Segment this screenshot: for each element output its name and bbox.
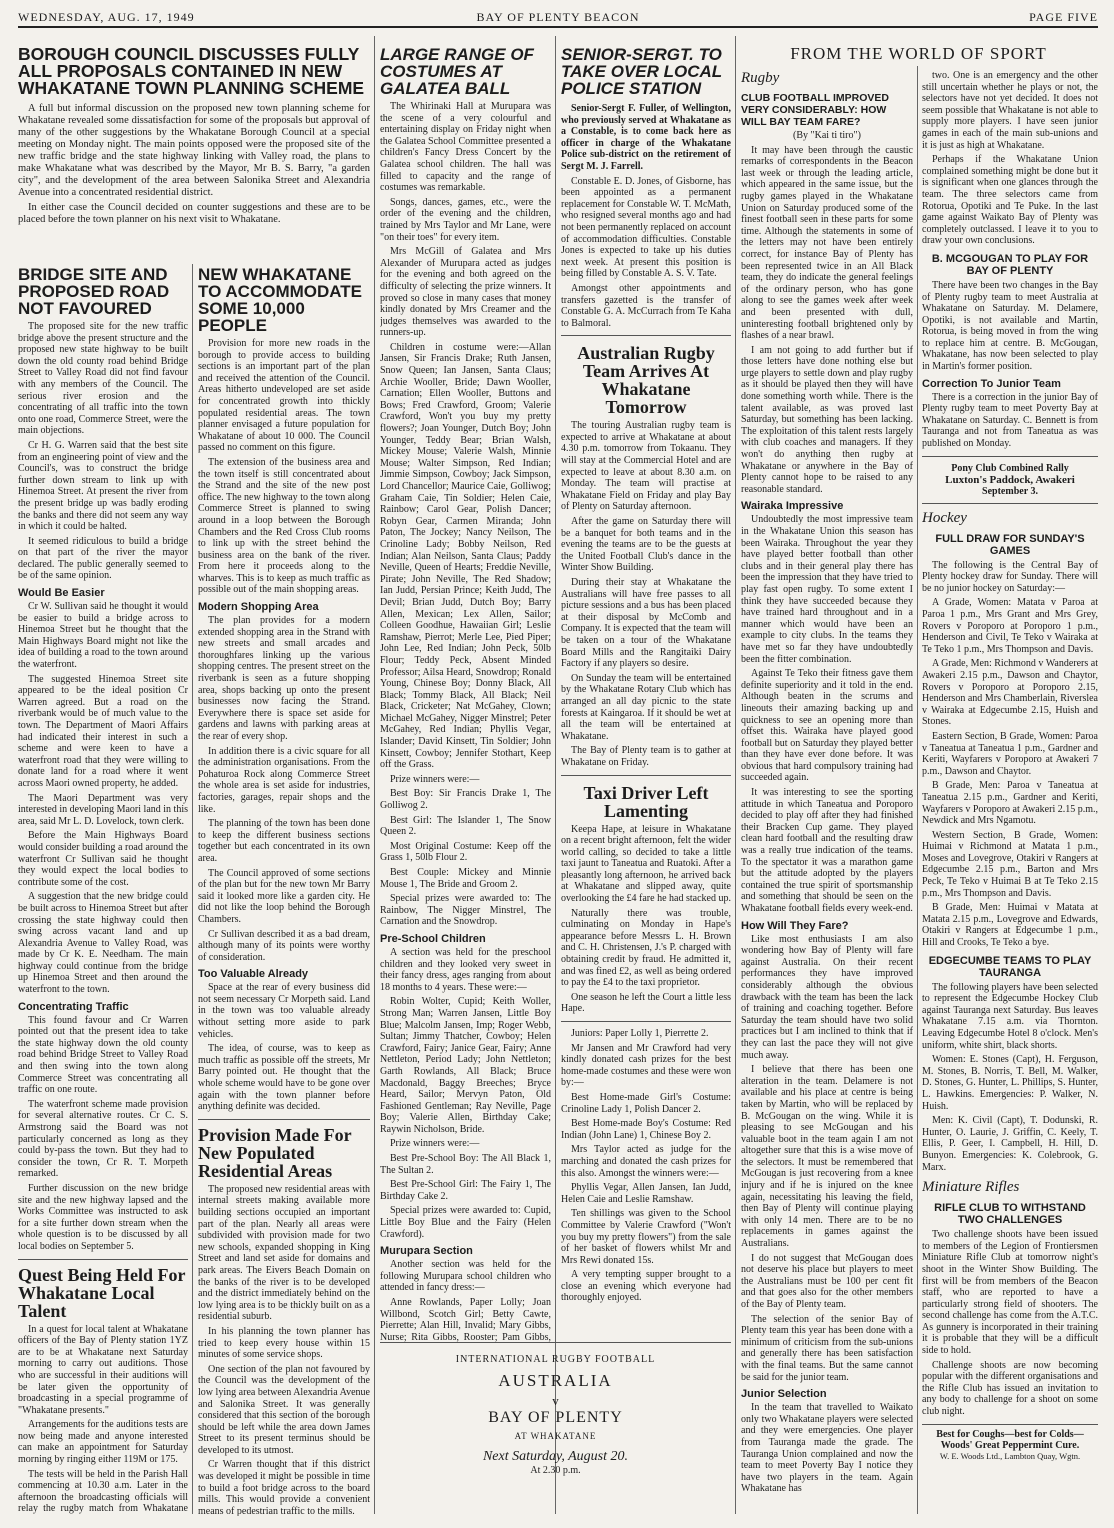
paragraph: It seemed ridiculous to build a bridge on that part of the river the mayor declared. The public generally seemed to be of the same opinion. [18,535,188,582]
notice-line: Luxton's Paddock, Awakeri [945,473,1075,486]
divider [922,503,1098,504]
paragraph: Another section was held for the following Murupara school children who attended in fancy dress:— [380,1259,551,1294]
paragraph: In his planning the town planner has tried to keep every house within 15 minutes of some service shops. [198,1325,370,1361]
paragraph: Keepa Hape, at leisure in Whakatane on a recent bright afternoon, felt the wider world calling, so decided to take a little taxi jaunt to Taneatua and Ruatoki. After a pleasantly long afternoon, he arrived back at Whakatane and slipped away, quite overlooking the £4 fare he had stacked up. [561,823,731,905]
paragraph: In a quest for local talent at Whakatane officers of the Bay of Plenty station 1YZ are to be at Whakatane next Saturday morning to carry out auditions. Those who are successful in their auditions will be later given the opportunity of broadcasting in a special programme of "Whakatane presents." [18,1323,188,1416]
headline-hockey-draw: FULL DRAW FOR SUNDAY'S GAMES [935,532,1085,557]
issue-date: WEDNESDAY, AUG. 17, 1949 [18,10,195,24]
column-rule [735,36,736,1514]
paragraph: Men: K. Civil (Capt), T. Dodunski, R. Hunter, O. Laurie, J. Griffin, C. Keely, T. Ellis, P. Geer, I. Campbell, H. Hill, D. Bunyon. Emergencies: K. Colebrook, G. Marx. [922,1115,1098,1173]
divider [922,456,1098,457]
paragraph: Cr W. Sullivan said he thought it would be easier to build a bridge across to Hinemoa Street but he thought that the Main Highways Board might not like the idea of building a road to the town around the waterfront. [18,601,188,671]
paragraph: Perhaps if the Whakatane Union complained something might be done but it is significant when one glances through the team. The three selectors came from Rotorua, Opotiki and Te Puke. In the last game against Waikato Bay of Plenty was completely outclassed. I leave it to you to draw your own conclusions. [922,154,1098,247]
paragraph: Mrs Taylor acted as judge for the marching and donated the cash prizes for this also. Amongst the winners were:— [561,1144,731,1179]
paragraph: The proposed site for the new traffic bridge above the present structure and the proposed new state highway to be built down the old county road behind Bridge Street to Valley Road did not find favour with any members of the Council. The serious river erosion and the concentrating of all traffic into the town onto one road, Commerce Street, were the main objections. [18,321,188,437]
page-number: PAGE FIVE [1029,10,1098,24]
paragraph: Cr H. G. Warren said that the best site from an engineering point of view and the Council's, was to construct the bridge further down stream to link up with Hinemoa Street. At present the river from the present bridge up was badly eroding the banks and there did not seem any way in which it could be halted. [18,439,188,533]
paragraph: Best Girl: The Islander 1, The Snow Queen 2. [380,814,551,838]
ad-line: AUSTRALIA [498,1371,613,1390]
subheading: Would Be Easier [18,587,105,600]
divider [561,775,731,776]
paragraph: Provision for more new roads in the borough to provide access to building sections is an important part of the plan and received the attention of the Council. Areas hitherto undeveloped are set aside for concentrated growth into thickly populated residential areas. The town planner envisaged a future population for Whakatane of about 10 000. The Council passed no comment on this figure. [198,338,370,454]
paragraph: It may have been through the caustic remarks of correspondents in the Beacon last week or through the leading article, which appeared in the same issue, but the rugby games played in the Whakatane Union on Saturday produced some of the finest football seen in these parts for some time. Although the statements in some of the letters may not have been entirely correct, for instance Bay of Plenty has been represented twice in an All Black team, they do indicate the general feelings of the ordinary person, who has gone along to see the games week after week and been presented with dull, uninteresting football brightened only by flashes of a near brawl. [741,144,913,342]
paragraph: A Grade, Men: Richmond v Wanderers at Awakeri 2.15 p.m., Dawson and Chaytor, Rovers v Poroporo at Poroporo 2.15, Henderson and Mrs Chamberlain, Riverslea v Wairaka at Edgecumbe 2.15, Huish and Stones. [922,658,1098,728]
paragraph: During their stay at Whakatane the Australians will have free passes to all picture sessions and a bus has been placed at their disposal by McComb and Company. It is expected that the team will be taken on a tour of the Whakatane Board Mills and the Rangitaiki Dairy Factory if any players so desire. [561,577,731,670]
paragraph: B Grade, Men: Paroa v Taneatua at Taneatua 2.15 p.m., Gardner and Keriti, Wayfarers v Poroporo at Awakeri 2.15 p.m., Newdick and Mrs Ngamotu. [922,780,1098,827]
byline: (By "Kai ti tiro") [793,130,861,141]
headline-police: SENIOR-SERGT. TO TAKE OVER LOCAL POLICE STATION [561,46,722,98]
paragraph: Phyllis Vegar, Allen Jansen, Ian Judd, Helen Caie and Leslie Ramshaw. [561,1182,731,1205]
paragraph: Naturally there was trouble, culminating on Monday in Hape's appearance before Messrs L. H. Brown and C. H. Christensen, J.'s P. charged with obtaining credit by fraud. He admitted it, and was fined £2, as well as being ordered to pay the £4 to the taxi proprietor. [561,907,731,989]
column-rule [374,36,375,1514]
paragraph: I believe that there has been one alteration in the team. Delamere is not available and his place at centre is being taken by Martin, who will be replaced by B. McGougan on the wing. While it is pleasing to see McGougan and his valuable boot in the team again I am not altogether sure that this is a wise move of the selectors. It must be remembered that McGougan is just recovering from a knee injury and if he is injured on the knee again, necessitating his leaving the field, then Bay of Plenty will continue playing with only 14 men. There are to be no replacements in games against the Australians. [741,1064,913,1250]
lead-headline: BOROUGH COUNCIL DISCUSSES FULLY ALL PROPOSALS CONTAINED IN NEW WHAKATANE TOWN PLANNING SCHEME [18,44,365,98]
paragraph: Best Pre-School Girl: The Fairy 1, The Birthday Cake 2. [380,1179,551,1202]
headline-bridge: BRIDGE SITE AND PROPOSED ROAD NOT FAVOURED [18,266,170,318]
paragraph: Amongst other appointments and transfers gazetted is the transfer of Constable G. A. McCurrach from Te Kaha to Balmoral. [561,282,731,329]
divider [198,1119,370,1120]
paragraph: The selection of the senior Bay of Plenty team this year has been done with a minimum of criticism from the sub-unions and generally there has been satisfaction with the final teams. But the same cannot be said for the junior team. [741,1313,913,1383]
subheading: Murupara Section [380,1245,473,1258]
paragraph: It was interesting to see the sporting attitude in which Taneatua and Poroporo decided to play off after they had finished their Bracken Cup game. They played clean hard football and the resulting draw was a really true indication of the teams. To the spectator it was a marathon game but the attitude adopted by the players contained the true spirit of sportsmanship and something that should be seen on the Whakatane football fields every week-end. [741,787,913,914]
paragraph: Anne Rowlands, Paper Lolly; Joan Willbond, Scotch Girl; Betty Cawte, Pierrette; Alan Hill, Invalid; Mary Gibbs, Nurse; Rita Gibbs, Rooster; Pam Gibbs, [380,1297,551,1342]
ad-line: BAY OF PLENTY [488,1409,623,1426]
paragraph: The suggested Hinemoa Street site appeared to be the ideal position Cr Warren agreed. But a road on the riverbank would be of much value to the town. The Department of Maori Affairs had indicated their interest in such a scheme and were keen to have a waterfront road that they were willing to donate land for a road where it went across Maori owned property, he added. [18,673,188,789]
headline-provision: Provision Made For New Populated Residential Areas [198,1124,352,1181]
headline-new-whakatane: NEW WHAKATANE TO ACCOMMODATE SOME 10,000 PEOPLE [198,266,363,335]
paragraph: Juniors: Paper Lolly 1, Pierrette 2. [571,1028,709,1039]
subheading: Too Valuable Already [198,968,309,981]
ad-line: Best for Coughs—best for Colds— [936,1428,1084,1440]
paragraph: The Council approved of some sections of the plan but for the new town Mr Barry said it looked more like a garden city. He did not like the loop behind the Borough Chambers. [198,867,370,925]
peppermint-cure-ad [922,1424,1098,1461]
rugby-advertisement [380,1354,731,1476]
pony-club-notice [922,463,1098,497]
paragraph: Mrs McGill of Galatea and Mrs Alexander of Murupara acted as judges for the evening and both agreed on the difficulty of selecting the prize winners. It proved so close in many cases that money kindly donated by Mrs Creamer and the judges themselves was awarded to the runners-up. [380,246,551,339]
notice-line: Pony Club Combined Rally [951,462,1069,474]
sports-banner-title: FROM THE WORLD OF SPORT [790,44,1047,63]
paragraph: The following is the Central Bay of Plenty hockey draw for Sunday. There will be no junior hockey on Saturday:— [922,559,1098,594]
paragraph: A suggestion that the new bridge could be built across to Hinemoa Street but after crossing the state highway could then swing across vacant land and up Alexandria Avenue to Valley Road, was made by Cr K. E. Needham. The main highway could continue from the bridge up Hinemoa Street and then around the waterfront to the town. [18,891,188,996]
paragraph: There is a correction in the junior Bay of Plenty rugby team to meet Poverty Bay at Whakatane on Saturday. C. Bennett is from Tauranga and not from Taneatua as was published on Monday. [922,391,1098,450]
column-rule [192,264,193,1514]
subheading: Wairaka Impressive [741,500,844,513]
paragraph: The Bay of Plenty team is to gather at Whakatane on Friday. [561,745,731,768]
notice-line: September 3. [982,485,1038,497]
paragraph: Best Home-made Boy's Costume: Red Indian (John Lane) 1, Chinese Boy 2. [561,1118,731,1141]
divider [380,1342,731,1343]
paragraph: This found favour and Cr Warren pointed out that the present idea to take the state highway down the old county road behind Bridge Street to Valley Road and then swing into the town along Commerce Street was concentrating all traffic on one route. [18,1014,188,1096]
ad-line: v [552,1393,559,1408]
paragraph: The plan provides for a modern extended shopping area in the Strand with new streets and small arcades and thoroughfares linking up the various shopping centres. The present street on the riverbank is seen as a future shopping area, shops backing up onto the present businesses now facing the Strand. Everywhere there is space set aside for gardens and lawns with parking areas at the rear of every shop. [198,615,370,742]
paragraph: In addition there is a civic square for all the administration organisations. From the Pohaturoa Rock along Commerce Street the whole area is set aside for industries, factories, garages, repair shops and the like. [198,745,370,815]
column-rule [555,36,556,1514]
paragraph: Challenge shoots are now becoming popular with the different organisations and the Rifle Club has issued an invitation to any body to challenge for a shoot on some club night. [922,1359,1098,1418]
column-rule [917,66,918,1514]
paragraph: A section was held for the preschool children and they looked very sweet in their fancy dress, ages ranging from about 18 months to 4 years. These were:— [380,946,551,993]
newspaper-name: BAY OF PLENTY BEACON [476,10,640,24]
paragraph: Western Section, B Grade, Women: Huimai v Richmond at Matata 1 p.m., Moses and Lovegrove, Otakiri v Rangers at Edgecumbe 2.15 p.m., Barton and Mrs Peck, Te Teko v Huimai B at Te Teko 2.15 p.m., Mrs Thompson and Davis. [922,829,1098,899]
column-6 [922,70,1098,1516]
paragraph: One season he left the Court a little less Hape. [561,991,731,1015]
headline-costumes: LARGE RANGE OF COSTUMES AT GALATEA BALL [380,46,534,98]
ad-line: At 2.30 p.m. [530,1465,581,1476]
paragraph: Before the Main Highways Board would consider building a road around the waterfront Cr Sullivan said he thought they would expect the local bodies to contribute some of the cost. [18,830,188,888]
paragraph: Best Pre-School Boy: The All Black 1, The Sultan 2. [380,1153,551,1176]
ad-line: AT WHAKATANE [514,1431,597,1441]
paragraph: The planning of the town has been done to keep the different business sections together but each concentrated in its own area. [198,818,370,864]
paragraph: Arrangements for the auditions tests are now being made and anyone interested can make an appointment for Saturday morning by ringing either 119M or 175. [18,1419,188,1466]
paragraph: I do not suggest that McGougan does not deserve his place but players to meet the Australians must be 100 per cent fit and that goes also for the other members of the Bay of Plenty team. [741,1252,913,1310]
sports-banner [741,44,1096,64]
lead-paragraph: In either case the Council decided on counter suggestions and these are to be placed before the town planner on his next visit to Whakatane. [18,202,370,225]
paragraph: Most Original Costume: Keep off the Grass 1, 50lb Flour 2. [380,840,551,864]
headline-quest: Quest Being Held For Whakatane Local Talent [18,1264,186,1321]
paragraph: Space at the rear of every business did not seem necessary Cr Morpeth said. Land in the town was too valuable already without setting more aside to park vehicles. [198,982,370,1040]
paragraph: Women: E. Stones (Capt), H. Ferguson, M. Stones, B. Norris, T. Bell, M. Walker, D. Stones, G. Hunter, L. Phillips, S. Hunter, L. Hawkins. Emergencies: P. Walker, N. Huish. [922,1054,1098,1112]
divider [561,335,731,336]
paragraph: A very tempting supper brought to a close an evening which everyone had thoroughly enjoyed. [561,1269,731,1304]
paragraph: Further discussion on the new bridge site and the new highway lapsed and the Works Committee was instructed to ask for a site further down stream when the whole question is to be discussed by all local bodies on September 5. [18,1182,188,1252]
paragraph: The Maori Department was very interested in developing Maori land in this area, said Mr L. D. Lovelock, town clerk. [18,792,188,827]
paragraph: The Whirinaki Hall at Murupara was the scene of a very colourful and entertaining display on Friday night when the Galatea School Committee presented a children's Fancy Dress Concert by the Galatea school children. The hall was filled to capacity and the range of costumes was remarkable. [380,101,551,194]
column-1 [18,266,188,1516]
ad-line: Woods' Great Peppermint Cure. [940,1439,1080,1451]
lead-paragraph: A full but informal discussion on the proposed new town planning scheme for Whakatane revealed some dissatisfaction for some of the proposals but approval of many of the other suggestions by the Whakatane Borough Council at a special meeting on Monday night. The main points opposed were the proposed site of the new traffic bridge and the state highway linking with Valley road, the plans to make Whakatane what was described by the Mayor, Mr B. S. Barry, "a garden city", and the development of the area between Salonika Street and Alexandria Avenue into a concentrated residential district. [18,103,370,198]
column-2 [198,266,370,1516]
column-3 [380,46,551,1342]
divider [18,1259,188,1260]
paragraph: The tests will be held in the Parish Hall commencing at 10.30 a.m. Later in the afternoon the broadcasting officials will relay the rugby match from Whakatane [18,1468,188,1515]
paragraph: The touring Australian rugby team is expected to arrive at Whakatane at about 4.30 p.m. tomorrow from Tokaanu. They will stay at the Commercial Hotel and are expected to leave at about 8.30 a.m. on Monday. The team will practise at Whakatane Field on Friday and play Bay of Plenty on Saturday afternoon. [561,420,731,513]
paragraph: In the team that travelled to Waikato only two Whakatane players were selected and they were emergencies. One player from Tauranga made the grade. The Tauranga Union complained and now the team to meet Poverty Bay I notice they have two players in the team. Again Whakatane has [741,1402,913,1495]
subheading: Pre-School Children [380,932,486,945]
masthead [18,4,1098,28]
headline-rifle-club: RIFLE CLUB TO WITHSTAND TWO CHALLENGES [934,1202,1086,1227]
paragraph: After the game on Saturday there will be a banquet for both teams and in the evening the teams are to be the guests at the United Football Club's dance in the Winter Show Building. [561,516,731,574]
headline-rugby-team: Australian Rugby Team Arrives At Whakatane Tomorrow [577,343,715,418]
paragraph: Against Te Teko their fitness gave them definite superiority and it told in the end. Although beaten in the scrums and lineouts their amazing backing up and quickness to see an opening more than offset this. Wairaka have played good football but on Saturday they played better than they have ever done before. It was obvious that hard compulsory training had succeeded again. [741,668,913,784]
paragraph: The extension of the business area and the town itself is still concentrated about the Strand and the site of the new post office. The new highway to the town along Commerce Street is planned to swing around in a loop between the Borough Chambers and the Red Cross Club rooms to link up with the street behind the business area on the bank of the river. From here it proceeds along to the wharves. This is to keep as much traffic as possible out of the main shopping areas. [198,456,370,596]
subheading: Junior Selection [741,1388,827,1401]
ad-line: W. E. Woods Ltd., Lambton Quay, Wgtn. [939,1450,1081,1461]
paragraph: Robin Wolter, Cupid; Keith Woller, Strong Man; Warren Jansen, Little Boy Blue; Malcolm Jansen, Imp; Roger Webb, Sultan; Jimmy Thatcher, Cowboy; Helen Crawford, Fairy; Janice Gear, Fairy; Anne Nettleton, Period Lady; John Nettleton; Garth Rowlands, All Black; Bruce Macdonald, Baggy Breeches; Bryce Heard, Sailor; Mervyn Paton, Old Fashioned Gentleman; Ray Neville, Page Boy; Valerie Allen, Birthday Cake; Raywin Nicholson, Bride. [380,996,551,1135]
headline-mcgougan: B. MCGOUGAN TO PLAY FOR BAY OF PLENTY [931,252,1089,277]
section-rifles: Miniature Rifles [922,1179,1020,1196]
paragraph: Mr Jansen and Mr Crawford had very kindly donated cash prizes for the best home-made costumes and these were won by:— [561,1042,731,1089]
subheading: How Will They Fare? [741,919,849,932]
lead-article [18,46,370,229]
section-hockey: Hockey [922,509,967,526]
paragraph: The waterfront scheme made provision for several alternative routes. Cr C. S. Armstrong said the Board was not particularly concerned as long as they could by-pass the town. But they had to consider the town, Cr R. T. Morpeth remarked. [18,1098,188,1180]
paragraph: Like most enthusiasts I am also wondering how Bay of Plenty will fare against Australia. On their recent performances they have improved considerably although the obvious drawback with the team has been the lack of training and coaching together. Before Saturday the team should have two solid practices but I am inclined to think that if they can last the pace they will not give much away. [741,933,913,1061]
paragraph: Eastern Section, B Grade, Women: Paroa v Taneatua at Taneatua 1 p.m., Gardner and Keriti, Wayfarers v Poroporo at Awakeri 7 p.m., Dawson and Chaytor. [922,730,1098,777]
paragraph: Prize winners were:— [390,773,480,785]
subheading: Correction To Junior Team [922,377,1061,390]
subheading: Modern Shopping Area [198,601,319,614]
headline-edgecumbe: EDGECUMBE TEAMS TO PLAY TAURANGA [928,954,1092,979]
section-rugby: Rugby [741,70,780,86]
paragraph: A Grade, Women: Matata v Paroa at Paroa 1 p.m., Mrs Grant and Mrs Grey, Rovers v Poroporo at Poroporo 1 p.m., Henderson and Civil, Te Teko v Wairaka at Te Teko 1 p.m., Mrs Thompson and Davis. [922,597,1098,655]
paragraph: The proposed new residential areas with internal streets making available more building sections occupied an important part of the plan. Nearly all areas were subdivided with provision made for two new schools, expanded shopping in King Street and land set aside for domains and park areas. The Eivers Beach Domain on the banks of the river is to be developed and the district immediately behind on the low lying area is to be thickly built on as a residential suburb. [198,1183,370,1323]
paragraph: There have been two changes in the Bay of Plenty rugby team to meet Australia at Whakatane on Saturday. M. Delamere, Opotiki, is not available and Martin, Rotorua, is being moved in from the wing to replace him at centre. B. McGougan, Whakatane, has now been selected to play in Martin's former position. [922,279,1098,373]
paragraph: Best Home-made Girl's Costume: Crinoline Lady 1, Polish Dancer 2. [561,1091,731,1115]
paragraph: Special prizes were awarded to: The Rainbow, The Nigger Minstrel, The Carnation and the Snowdrop. [380,893,551,928]
paragraph: The idea, of course, was to keep as much traffic as possible off the streets, Mr Barry pointed out. He thought that the whole scheme would have to be gone over again with the town planner before anything definite was decided. [198,1043,370,1113]
paragraph: Constable E. D. Jones, of Gisborne, has been appointed as a permanent replacement for Constable W. T. McMath, who resigned several months ago and had not been permanently replaced on account of accommodation difficulties. Constable Jones is expected to take up his duties next week. At present this position is being filled by Constable A. S. V. Tate. [561,175,731,280]
paragraph: One section of the plan not favoured by the Council was the development of the low lying area between Alexandria Avenue and Salonika Street. It was generally considered that this section of the borough should be left while the area down James Street to its present terminus should be developed to its utmost. [198,1363,370,1456]
paragraph: Best Boy: Sir Francis Drake 1, The Golliwog 2. [380,788,551,812]
paragraph: Prize winners were:— [390,1138,480,1150]
ad-line: INTERNATIONAL RUGBY FOOTBALL [455,1354,656,1365]
ad-line: Next Saturday, August 20. [482,1449,629,1464]
paragraph: Best Couple: Mickey and Minnie Mouse 1, The Bride and Groom 2. [380,867,551,890]
subheading: Concentrating Traffic [18,1000,129,1013]
column-5 [741,70,913,1516]
paragraph: Senior-Sergt F. Fuller, of Wellington, who previously served at Whakatane as a Constable, is to come back here as officer in charge of the Whakatane Police sub-district on the retirement of Sergt M. J. Farrell. [561,103,731,172]
paragraph: The following players have been selected to represent the Edgecumbe Hockey Club against Tauranga next Saturday. Bus leaves Whakatane 7.15 a.m. via Thornton. Leaving Edgecumbe Hotel 8 o'clock. Men's uniform, white shirt, black shorts. [922,981,1098,1051]
column-4 [561,46,731,1342]
paragraph: Cr Sullivan described it as a bad dream, although many of its points were worthy of consideration. [198,928,370,963]
headline-taxi: Taxi Driver Left Lamenting [583,782,709,821]
paragraph: B Grade, Men: Huimai v Matata at Matata 2.15 p.m., Lovegrove and Edwards, Otakiri v Rangers at Edgecumbe 1 p.m., Hill and Crooks, Te Teko a bye. [922,902,1098,949]
paragraph: Two challenge shoots have been issued to members of the Legion of Frontiersmen Miniature Rifle Club at tomorrow night's shoot in the Winter Show Building. The first will be from members of the Beacon staff, who are reported to have a particularly strong field of shooters. The second challenge has come from the A.T.C. As gunnery is incorporated in their training it is probable that they will be a difficult side to hold. [922,1229,1098,1357]
paragraph: Cr Warren thought that if this district was developed it might be possible in time to build a foot bridge across to the board mills. This would provide a convenient means of pedestrian traffic to the mills. [198,1459,370,1516]
paragraph: On Sunday the team will be entertained by the Whakatane Rotary Club which has arranged an all day picnic to the state forests at Kaingaroa. If it should be wet at all the team will be entertained at Whakatane. [561,672,731,742]
paragraph: Special prizes were awarded to: Cupid, Little Boy Blue and the Fairy (Helen Crawford). [380,1205,551,1240]
paragraph: I am not going to add further but if those letters have done nothing else but urge players to settle down and play rugby as it should be played then they will have done something worth while. There is the talent available, as was proved last Saturday, but something has been lacking. The exploitation of this talent rests largely with club coaches and managers. If they won't do anything then rugby at Whakatane or anywhere in the Bay of Plenty cannot hope to be raised to any reasonable standard. [741,344,913,495]
paragraph: Children in costume were:—Allan Jansen, Sir Francis Drake; Ruth Jansen, Snow Queen; Ian Jansen, Santa Claus; Archie Wooller, Bride; Dawn Wooller, Carnation; Ellen Wooller, Buttons and Bows; Fred Crawford, Groom; Valerie Crawford, Won't you buy my pretty flowers?; Joan Younger, Dutch Boy; John Younger, Teddy Bear; Brian Walsh, Mickey Mouse; Valerie Walsh, Minnie Mouse; Walter Simpson, Red Indian; Jimmie Simpson, Cowboy; Jack Simpson, Lord Chancellor; Maurice Caie, Golliwog; Graham Caie, Tin Soldier; Helen Caie, Rainbow; Carol Gear, Polish Dancer; Robyn Gear, Carmen Miranda; John Paton, The Jockey; Nancy Neilson, The Crinoline Lady; Bobby Neilson, Red Indian; Alan Neilson, Santa Claus; Paddy Neville, Queen of Hearts; Freddie Neville, Pirate; John Neville, The Red Shadow; Ian Judd, Persian Prince; Keith Judd, The Devil; Brian Judd, Dutch Boy; Barry Allen, Mexican; Lex Allen, Sailor; Colleen Goodhue, Hawaiian Girl; Leslie Ramshaw, Pierrot; Merle Lee, Pied Piper; John Lee, Red Indian; John Peck, 50lb Flour; Teddy Peck, Absent Minded Professor; Ailsa Heard, Snowdrop; Ronald Young, Chinese Boy; Donny Black, All Black; Tommy Black, All Black; Neil Black, Cricketer; Nat McGahey, Clown; Michael McGahey, Nigger Minstrel; Peter McGahey, Red Indian; Phyllis Vegar, Islander; David Kinsett, Tin Soldier; John Kinsett, Cowboy; Jennifer Stothart, Keep off the Grass. [380,341,551,771]
paragraph: Undoubtedly the most impressive team in the Whakatane Union this season has been Wairaka. Throughout the year they have played better football than other clubs and in their general play there has been the impression that they have tried to play fast open rugby. To some extent I think they have succeeded because they have trained hard throughout and in a manner which would have been an example to city clubs. In the teams they have met so far they have undoubtedly been the fitter combination. [741,514,913,665]
paragraph: two. One is an emergency and the other still uncertain whether he plays or not, the selectors have not yet decided. It does not seem possible that Whakatane is not able to supply more players. I have seen junior games in each of the main sub-unions and it is just as high at Whakatane. [922,70,1098,151]
paragraph: Ten shillings was given to the School Committee by Valerie Crawford ("Won't you buy my pretty flowers") from the sale of her basket of flowers whilst Mr and Mrs Rewi donated 15s. [561,1208,731,1266]
divider [561,1021,731,1022]
headline-club-football: CLUB FOOTBALL IMPROVED VERY CONSIDERABLY: HOW WILL BAY TEAM FARE? [741,92,889,128]
paragraph: Songs, dances, games, etc., were the order of the evening and the children, trained by Mrs Taylor and Mr Lane, were "on their toes" for every item. [380,196,551,243]
